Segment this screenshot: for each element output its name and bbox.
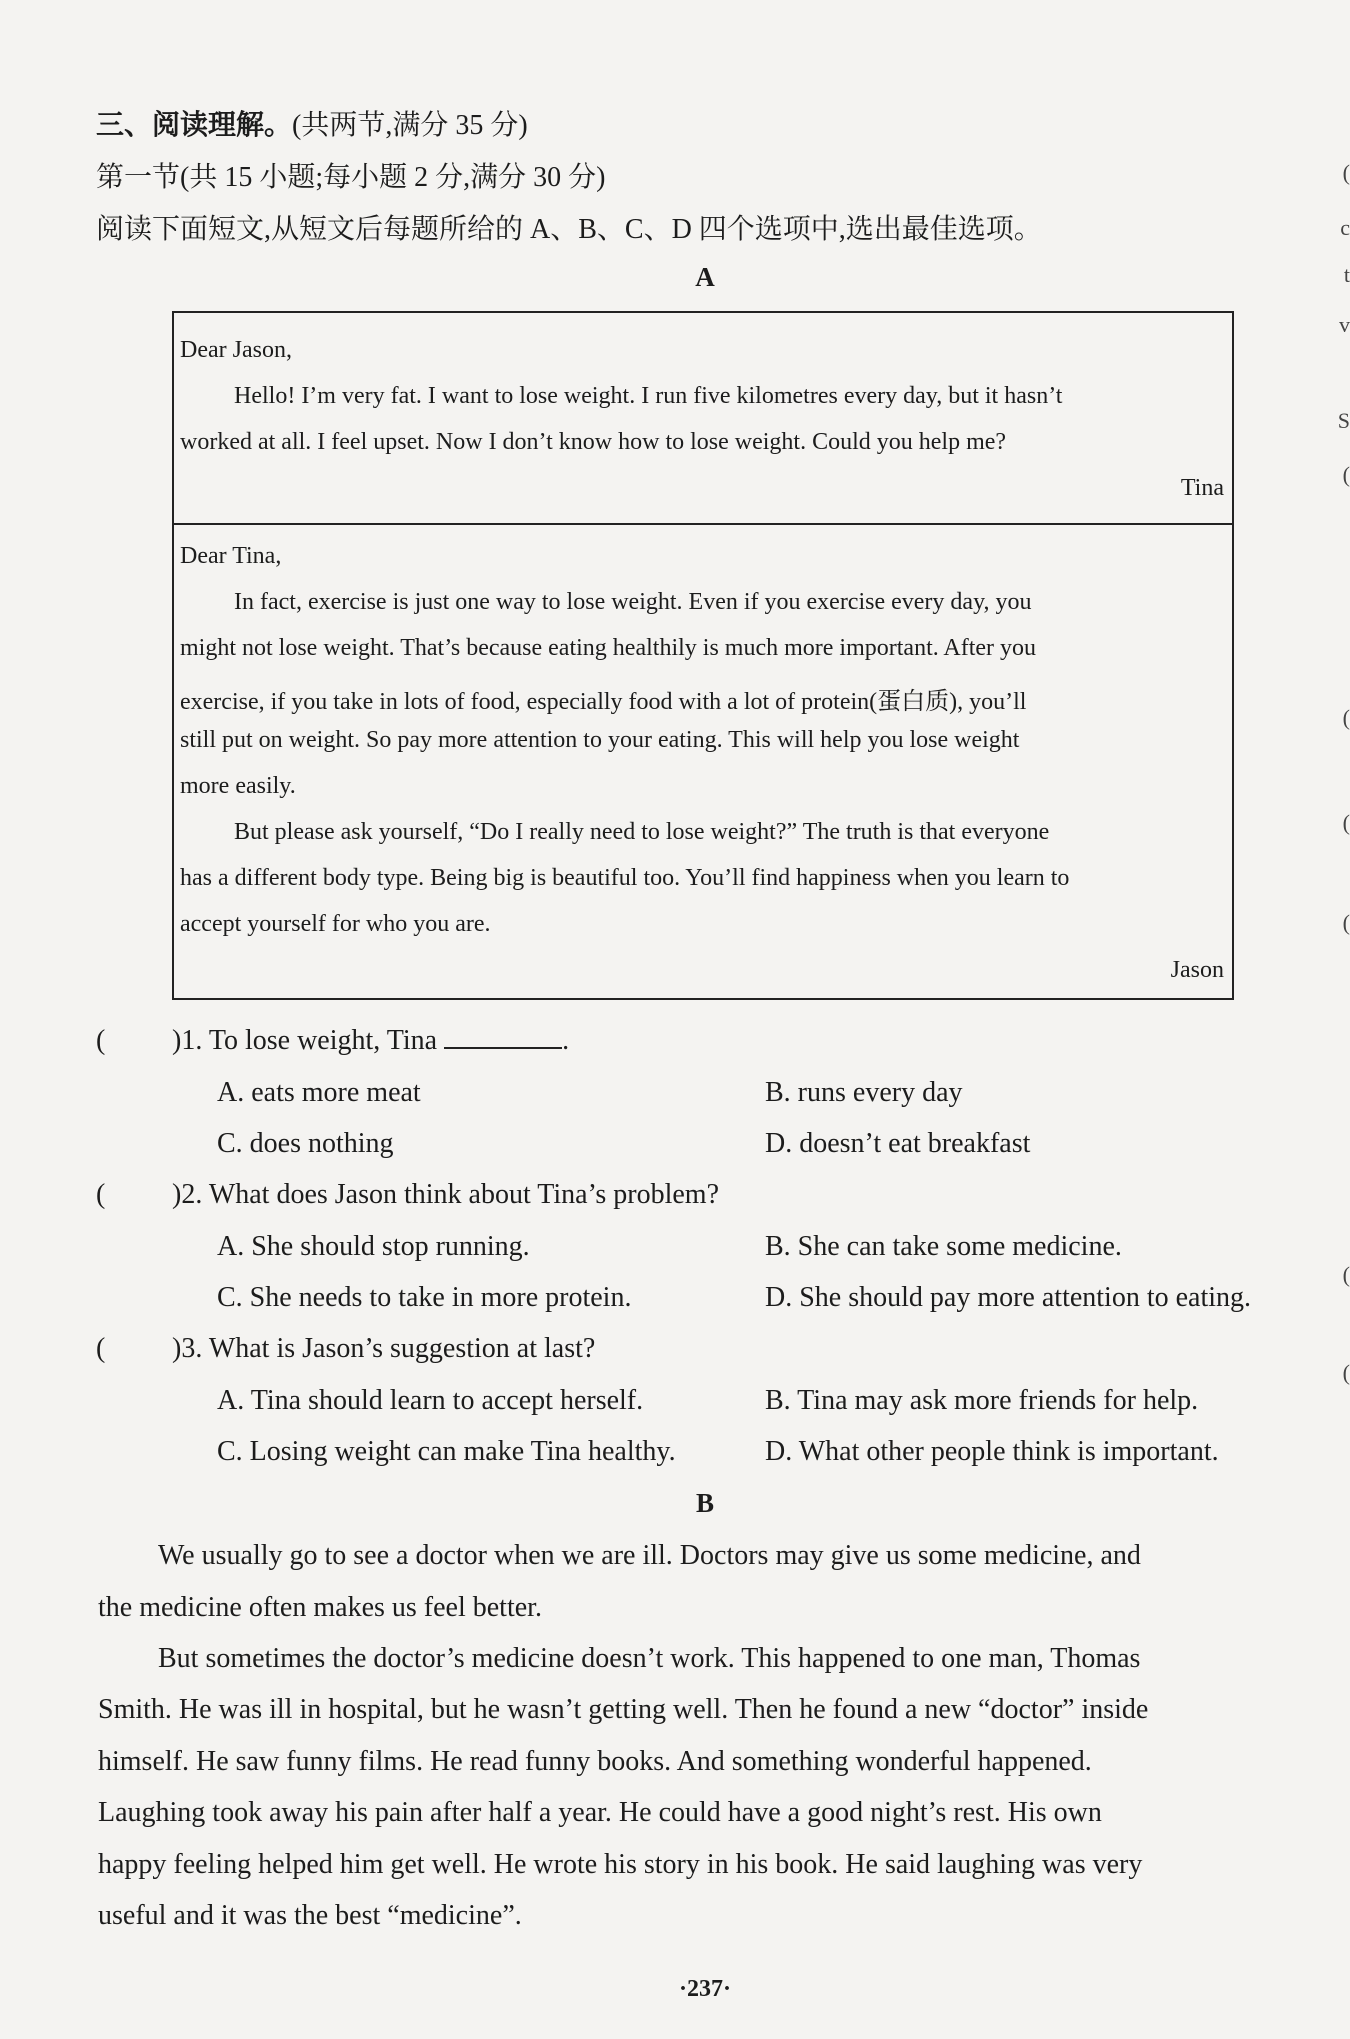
edge-mark: (: [1342, 810, 1350, 835]
passage-b-label: B: [695, 1488, 714, 1518]
letter2-greeting: Dear Tina,: [180, 543, 282, 569]
letter2-signature: Jason: [1170, 957, 1224, 983]
question-3: )3. What is Jason’s suggestion at last?: [172, 1333, 596, 1364]
option-a[interactable]: A. Tina should learn to accept herself.: [217, 1385, 644, 1416]
answer-paren[interactable]: (: [96, 1333, 106, 1364]
page-number: ·237·: [678, 1976, 731, 2002]
option-d[interactable]: D. What other people think is important.: [765, 1436, 1219, 1467]
edge-mark: v: [1339, 312, 1350, 337]
section-heading: [96, 103, 528, 143]
section-note: (共两节,满分 35 分): [292, 110, 528, 141]
answer-paren[interactable]: (: [96, 1025, 106, 1056]
question-stem: )1. To lose weight, Tina: [172, 1025, 438, 1056]
option-a[interactable]: A. She should stop running.: [217, 1231, 530, 1262]
edge-mark: (: [1342, 910, 1350, 935]
passage-b-line: happy feeling helped him get well. He wrote his story in his book. He said laughing was very: [98, 1849, 1143, 1880]
edge-mark: (: [1342, 705, 1350, 730]
option-d[interactable]: D. doesn’t eat breakfast: [765, 1128, 1031, 1159]
question-1: [172, 1025, 569, 1057]
option-a[interactable]: A. eats more meat: [217, 1077, 421, 1108]
letter-box-tina: [172, 311, 1234, 525]
passage-b-line: We usually go to see a doctor when we are ill. Doctors may give us some medicine, and: [158, 1540, 1141, 1571]
passage-b-line: useful and it was the best “medicine”.: [98, 1900, 522, 1931]
option-c[interactable]: C. Losing weight can make Tina healthy.: [217, 1436, 676, 1467]
letter1-line: Hello! I’m very fat. I want to lose weight. I run five kilometres every day, but it hasn’t: [234, 383, 1063, 409]
letter2-line: exercise, if you take in lots of food, especially food with a lot of protein(蛋白质), you’ll: [180, 689, 1027, 715]
passage-b-line: But sometimes the doctor’s medicine doesn’t work. This happened to one man, Thomas: [158, 1643, 1141, 1674]
edge-mark: t: [1343, 262, 1350, 287]
passage-b-line: Smith. He was ill in hospital, but he wasn’t getting well. Then he found a new “doctor” inside: [98, 1694, 1149, 1725]
option-b[interactable]: B. Tina may ask more friends for help.: [765, 1385, 1199, 1416]
instruction-text: 阅读下面短文,从短文后每题所给的 A、B、C、D 四个选项中,选出最佳选项。: [96, 214, 1042, 245]
part-heading: 第一节(共 15 小题;每小题 2 分,满分 30 分): [96, 162, 606, 193]
letter2-line: more easily.: [180, 773, 296, 799]
option-c[interactable]: C. does nothing: [217, 1128, 394, 1159]
passage-b-line: Laughing took away his pain after half a year. He could have a good night’s rest. His own: [98, 1797, 1102, 1828]
edge-mark: S: [1337, 408, 1350, 433]
answer-paren[interactable]: (: [96, 1179, 106, 1210]
section-title: 三、阅读理解。: [96, 110, 293, 141]
option-d[interactable]: D. She should pay more attention to eating.: [765, 1282, 1252, 1313]
letter2-line: has a different body type. Being big is beautiful too. You’ll find happiness when you learn to: [180, 865, 1070, 891]
letter2-line: But please ask yourself, “Do I really need to lose weight?” The truth is that everyone: [234, 819, 1050, 845]
fill-blank[interactable]: [444, 1025, 562, 1049]
question-end: .: [562, 1025, 570, 1056]
letter2-line: might not lose weight. That’s because eating healthily is much more important. After you: [180, 635, 1037, 661]
edge-mark: (: [1342, 160, 1350, 185]
option-c[interactable]: C. She needs to take in more protein.: [217, 1282, 632, 1313]
letter1-signature: Tina: [1180, 475, 1224, 501]
edge-mark: c: [1340, 215, 1350, 240]
edge-mark: (: [1342, 1262, 1350, 1287]
letter-box-jason: [172, 523, 1234, 1000]
edge-mark: (: [1342, 462, 1350, 487]
passage-a-label: A: [695, 262, 715, 292]
question-2: )2. What does Jason think about Tina’s problem?: [172, 1179, 719, 1210]
letter2-line: In fact, exercise is just one way to lose weight. Even if you exercise every day, you: [234, 589, 1032, 615]
option-b[interactable]: B. runs every day: [765, 1077, 963, 1108]
letter1-greeting: Dear Jason,: [180, 337, 292, 363]
letter2-line: accept yourself for who you are.: [180, 911, 491, 937]
passage-b-line: the medicine often makes us feel better.: [98, 1592, 542, 1623]
letter2-line: still put on weight. So pay more attention to your eating. This will help you lose weight: [180, 727, 1020, 753]
letter1-line: worked at all. I feel upset. Now I don’t know how to lose weight. Could you help me?: [180, 429, 1007, 455]
passage-b-line: himself. He saw funny films. He read funny books. And something wonderful happened.: [98, 1746, 1092, 1777]
option-b[interactable]: B. She can take some medicine.: [765, 1231, 1122, 1262]
edge-mark: (: [1342, 1360, 1350, 1385]
